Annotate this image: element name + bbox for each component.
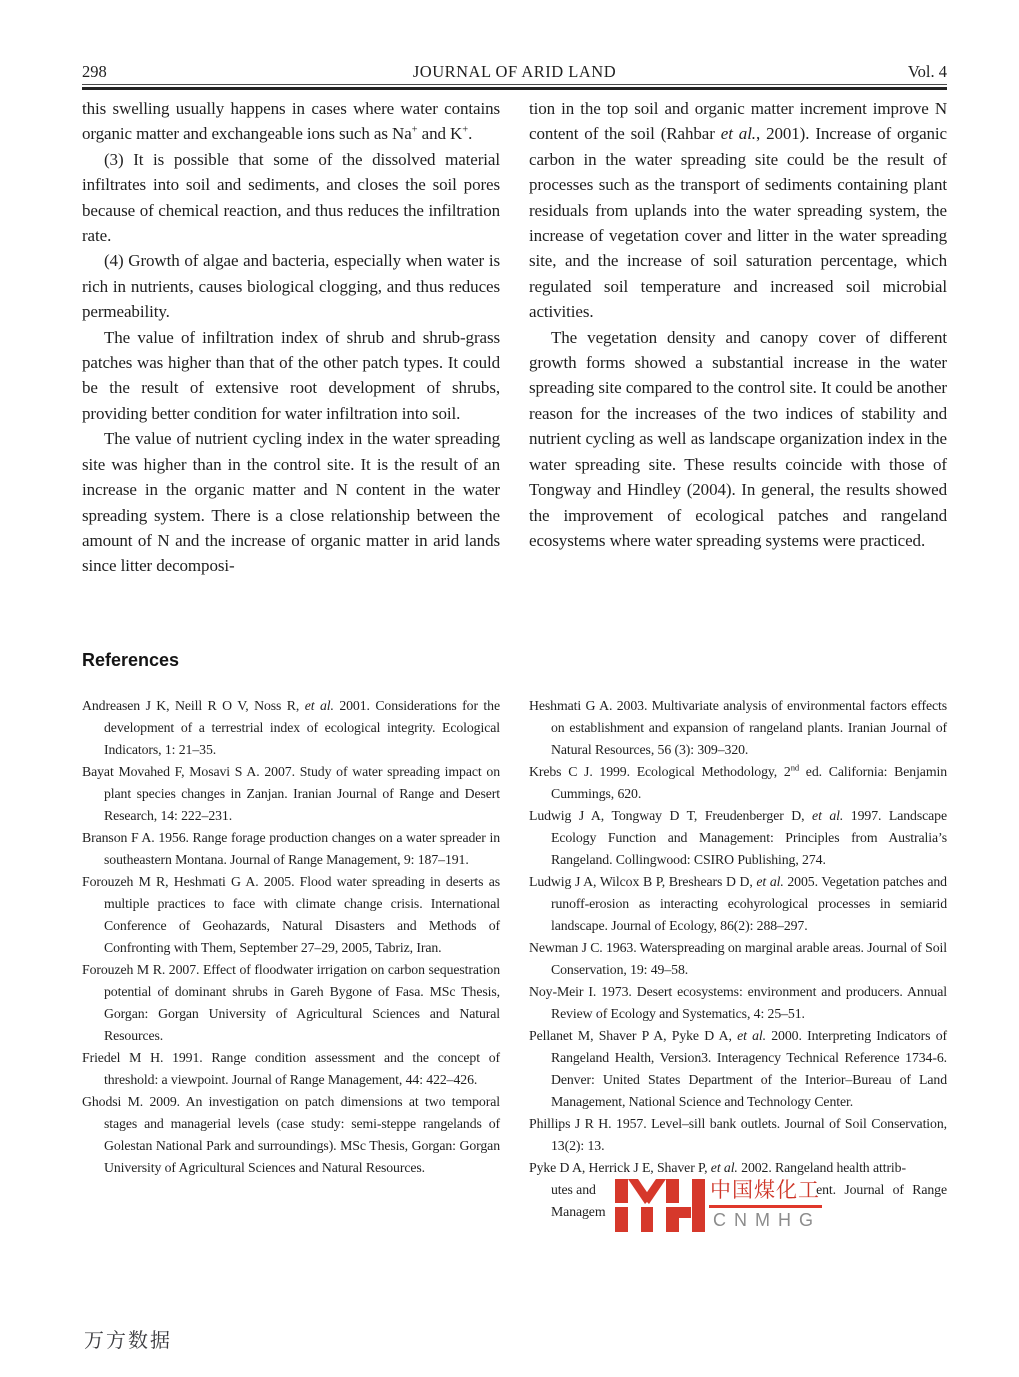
reference-item: Noy-Meir I. 1973. Desert ecosystems: environment and producers. Annual Review of Ecology and Systematics, 4: 25–51. xyxy=(529,984,947,1021)
reference-item: Branson F A. 1956. Range forage production changes on a water spreader in southeastern Montana. Journal of Range Management, 9: 187–191. xyxy=(82,830,500,867)
watermark-chinese-text: 中国煤化工 xyxy=(710,1178,820,1202)
paragraph: this swelling usually happens in cases where water contains organic matter and exchangeable ions such as Na+ and K+. xyxy=(82,99,500,144)
reference-item: Ludwig J A, Wilcox B P, Breshears D D, et al. 2005. Vegetation patches and runoff-erosion as interacting ecohyrological processes in semiarid landscape. Journal of Ecology, 86(2): 288–297. xyxy=(529,874,947,933)
volume-label: Vol. 4 xyxy=(907,62,947,81)
reference-fragment-bottom: Managem xyxy=(551,1204,606,1219)
reference-item: Newman J C. 1963. Waterspreading on marginal arable areas. Journal of Soil Conservation, 19: 49–58. xyxy=(529,940,947,977)
journal-title: JOURNAL OF ARID LAND xyxy=(412,62,617,81)
reference-line xyxy=(529,1179,947,1201)
reference-item: Ludwig J A, Tongway D T, Freudenberger D, et al. 1997. Landscape Ecology Function and Management: Principles from Australia’s Rangeland. Collingwood: CSIRO Publishing, 274. xyxy=(529,808,947,867)
reference-item: Forouzeh M R. 2007. Effect of floodwater irrigation on carbon sequestration potential of dominant shrubs in Gareh Bygone of Fasa. MSc Thesis, Gorgan: Gorgan University of Agricultural Sciences and Natural Resources. xyxy=(82,962,500,1043)
header-rule-thick xyxy=(82,87,947,90)
paragraph: The vegetation density and canopy cover of different growth forms showed a substantial increase in the water spreading site compared to the control site. It could be another reason for the increases of the two indices of stability and nutrient cycling as well as landscape organization index in the water spreading site. These results coincide with those of Tongway and Hindley (2004). In general, the results showed the improvement of ecological patches and rangeland ecosystems where water spreading systems were practiced. xyxy=(529,327,947,550)
reference-item: Friedel M H. 1991. Range condition assessment and the concept of threshold: a viewpoint. Journal of Range Management, 44: 422–426. xyxy=(82,1050,500,1087)
paragraph: The value of infiltration index of shrub and shrub-grass patches was higher than that of the other patch types. It could be the result of extensive root development of shrubs, providing better condition for water infiltration into soil. xyxy=(82,327,500,423)
reference-fragment-left: utes and xyxy=(551,1182,596,1197)
paragraph: (4) Growth of algae and bacteria, especially when water is rich in nutrients, causes biological clogging, and thus reduces permeability. xyxy=(82,251,500,322)
reference-item-pyke xyxy=(529,1157,947,1230)
wanfang-brand-text: 万方数据 xyxy=(84,1328,172,1352)
references-heading: References xyxy=(82,650,180,670)
reference-item: Ghodsi M. 2009. An investigation on patch dimensions at two temporal stages and managerial levels (case study: semi-steppe rangelands of Golestan National Park and surroundings). MSc Thesis, Gorgan: Gorgan University of Agricultural Sciences and Natural Resources. xyxy=(82,1094,500,1175)
reference-item: Krebs C J. 1999. Ecological Methodology, 2nd ed. California: Benjamin Cummings, 620. xyxy=(529,762,947,801)
reference-item: Heshmati G A. 2003. Multivariate analysis of environmental factors effects on establishment and expansion of rangeland plants. Iranian Journal of Natural Resources, 56 (3): 309–320. xyxy=(529,698,947,757)
reference-fragment-right: ent. Journal of Range xyxy=(816,1182,947,1197)
reference-line: Pyke D A, Herrick J E, Shaver P, et al. 2002. Rangeland health attrib- xyxy=(529,1160,906,1175)
reference-item: Andreasen J K, Neill R O V, Noss R, et al. 2001. Considerations for the development of a terrestrial index of ecological integrity. Ecological Indicators, 1: 21–35. xyxy=(82,698,500,757)
paragraph: The value of nutrient cycling index in the water spreading site was higher than in the control site. It is the result of an increase in the organic matter and N content in the water spreading system. There is a close relationship between the amount of N and the increase of organic matter in arid lands since litter decomposi- xyxy=(82,429,500,576)
body-left-column xyxy=(82,96,500,579)
paragraph: (3) It is possible that some of the dissolved material infiltrates into soil and sediments, and closes the soil pores because of chemical reaction, and thus reduces the infiltration rate. xyxy=(82,149,500,246)
paragraph: tion in the top soil and organic matter increment improve N content of the soil (Rahbar et al., 2001). Increase of organic carbon in the water spreading site could be the result of processes such as the transport of sediments containing plant residuals from uplands into the water spreading system, the increase of vegetation cover and litter in the water spreading site, and the increase of soil saturation percentage, which regulated soil temperature and increased soil microbial activities. xyxy=(529,99,947,322)
body-right-column xyxy=(529,96,947,553)
header-rule-thin xyxy=(82,84,947,85)
reference-item: Phillips J R H. 1957. Level–sill bank outlets. Journal of Soil Conservation, 13(2): 13. xyxy=(529,1116,947,1153)
page-number: 298 xyxy=(82,62,107,81)
watermark-latin-text: CNMHG xyxy=(713,1210,821,1230)
references-left-column xyxy=(82,695,500,1179)
references-right-column xyxy=(529,695,947,1230)
reference-item: Pellanet M, Shaver P A, Pyke D A, et al. 2000. Interpreting Indicators of Rangeland Health, Version3. Interagency Technical Reference 1734-6. Denver: United States Department of the Interior–Bureau of Land Management, National Science and Technology Center. xyxy=(529,1028,947,1109)
reference-item: Forouzeh M R, Heshmati G A. 2005. Flood water spreading in deserts as multiple practices to face with climate change crisis. International Conference of Geohazards, Natural Disasters and Methods of Confronting with Them, September 27–29, 2005, Tabriz, Iran. xyxy=(82,874,500,955)
reference-item: Bayat Movahed F, Mosavi S A. 2007. Study of water spreading impact on plant species changes in Zanjan. Iranian Journal of Range and Desert Research, 14: 222–231. xyxy=(82,764,500,823)
